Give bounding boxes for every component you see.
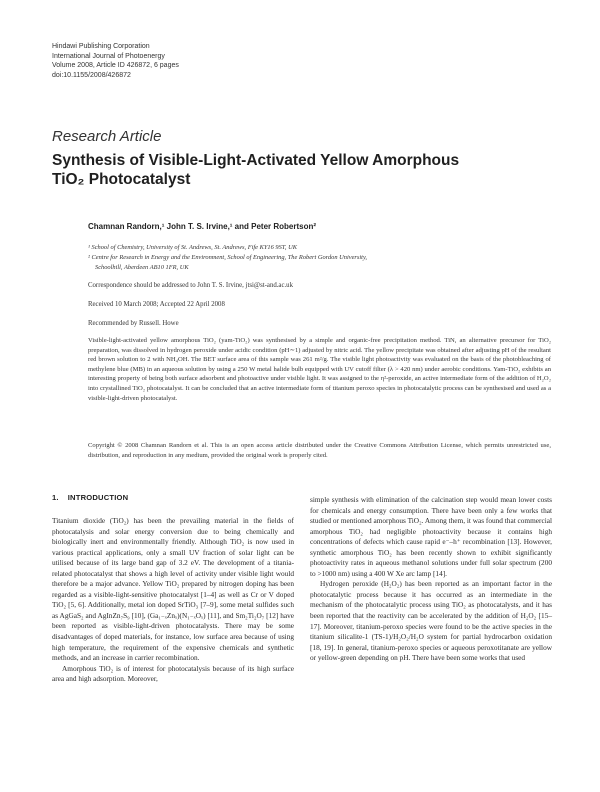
correspondence: Correspondence should be addressed to John T. S. Irvine, jtsi@st-and.ac.uk <box>88 282 293 289</box>
copyright-notice: Copyright © 2008 Chamnan Randorn et al. This is an open access article distributed under the Creative Commons Attribution License, which permits unrestricted use, distribution, and reproduction in any medium, provided the original work is properly cited. <box>88 442 551 459</box>
dates: Received 10 March 2008; Accepted 22 April 2008 <box>88 301 225 308</box>
abstract: Visible-light-activated yellow amorphous TiO₂ (yam-TiO₂) was synthesised by a simple and organic-free precipitation method. TiN, an alternative precursor for TiO₂ preparation, was dissolved in hydrogen peroxide under acidic condition (pH∼1) adjusted by nitric acid. The yellow precipitate was obtained after adjusting pH of the resultant red brown solution to 2 with NH₄OH. The BET surface area of this sample was 261 m²/g. The visible light photoactivity was evaluated on the basis of the photobleaching of methylene blue (MB) in an aqueous solution by using a 250 W metal halide bulb equipped with UV cutoff filter (λ > 420 nm) under aerobic conditions. Yam-TiO₂ exhibits an interesting property of being both surface adsorbent and photoactive under visible light. It was assigned to the η²-peroxide, an active intermediate form of the addition of H₂O₂ into crystallined TiO₂ photocatalyst. It can be concluded that an active intermediate form of titanium peroxo species in photocatalytic process can be synthesised and used as a visible-light-driven photocatalyst. <box>88 337 551 402</box>
journal-info <box>52 42 179 80</box>
affiliation-1: ¹ School of Chemistry, University of St. Andrews, St. Andrews, Fife KY16 9ST, UK <box>88 244 297 251</box>
affiliation-2-cont: Schoolhill, Aberdeen AB10 1FR, UK <box>95 264 189 271</box>
article-type: Research Article <box>52 128 162 145</box>
journal-doi: doi:10.1155/2008/426872 <box>52 71 131 79</box>
recommended-by: Recommended by Russell. Howe <box>88 320 179 327</box>
section-heading <box>52 493 128 502</box>
paragraph: Amorphous TiO₂ is of interest for photocatalysis because of its high surface area and high adsorption. Moreover, <box>52 663 294 684</box>
section-number: 1. <box>52 493 59 502</box>
right-column <box>310 495 552 664</box>
paragraph: Hydrogen peroxide (H₂O₂) has been reported as an important factor in the photocatalytic process because it has occurred as an intermediate in the mechanism of the photocatalytic process using TiO₂ as photocatalysts, and it has been reported that the reactivity can be accelerated by the addition of H₂O₂ [15–17]. Moreover, titanium-peroxo species were found to be the active species in the titanium silicalite-1 (TS-1)/H₂O₂/H₂O system for partial hydrocarbon oxidation [18, 19]. In general, titanium-peroxo species or aqueous peroxotitanate are yellow or yellow-green depending on pH. There have been some works that used <box>310 579 552 663</box>
paper-title <box>52 151 552 189</box>
affiliation-2: ² Centre for Research in Energy and the Environment, School of Engineering, The Robert Gordon University, <box>88 254 368 261</box>
title-line-1: Synthesis of Visible-Light-Activated Yellow Amorphous <box>52 152 460 169</box>
journal-publisher: Hindawi Publishing Corporation <box>52 43 150 50</box>
paragraph: simple synthesis with elimination of the calcination step would mean lower costs for chemicals and energy consumption. There have been only a few works that studied or mentioned amorphous TiO₂. Among them, it was found that commercial amorphous TiO₂ had negligible photoactivity because it contains high concentrations of defects which cause rapid e⁻–h⁺ recombination [13]. However, synthetic amorphous TiO₂ has been recently shown to exhibit significantly photoactivity rates in aqueous methanol solutions under full solar spectrum (200 to >1000 nm) using a 400 W Xe arc lamp [14]. <box>310 495 552 578</box>
journal-volume: Volume 2008, Article ID 426872, 6 pages <box>52 62 179 69</box>
title-line-2: TiO₂ Photocatalyst <box>52 171 191 188</box>
left-column <box>52 516 294 685</box>
author-list: Chamnan Randorn,¹ John T. S. Irvine,¹ and Peter Robertson² <box>88 222 317 231</box>
journal-name: International Journal of Photoenergy <box>52 52 165 60</box>
paragraph: Titanium dioxide (TiO₂) has been the prevailing material in the fields of photocatalysis and solar energy conversion due to being chemically and biologically inert and environmentally friendly. Although TiO₂ is now used in various practical applications, only a small UV fraction of solar light can be utilised because of its large band gap of 3.2 eV. The development of a titania-related photocatalyst that shows a high level of activity under visible light would therefore be a major advance. Yellow TiO₂ prepared by nitrogen doping has been regarded as a visible-light-sensitive photocatalyst [1–4] as well as Cr or V doped TiO₂ [5, 6]. Additionally, metal ion doped SrTiO₃ [7–9], some metal sulfides such as AgGaS₂ and AgInZn₇S₉ [10], (Ga₁₋ₓZnₓ)(N₁₋ₓOₓ) [11], and Sm₂Ti₂O₇ [12] have been reported as visible-light-driven photocatalysts. There may be some disadvantages of doped materials, for instance, low surface area because of using high temperature, the requirement of the expensive chemicals and synthetic methods, and an increase in carrier recombination. <box>52 516 294 663</box>
section-title: INTRODUCTION <box>67 493 129 502</box>
